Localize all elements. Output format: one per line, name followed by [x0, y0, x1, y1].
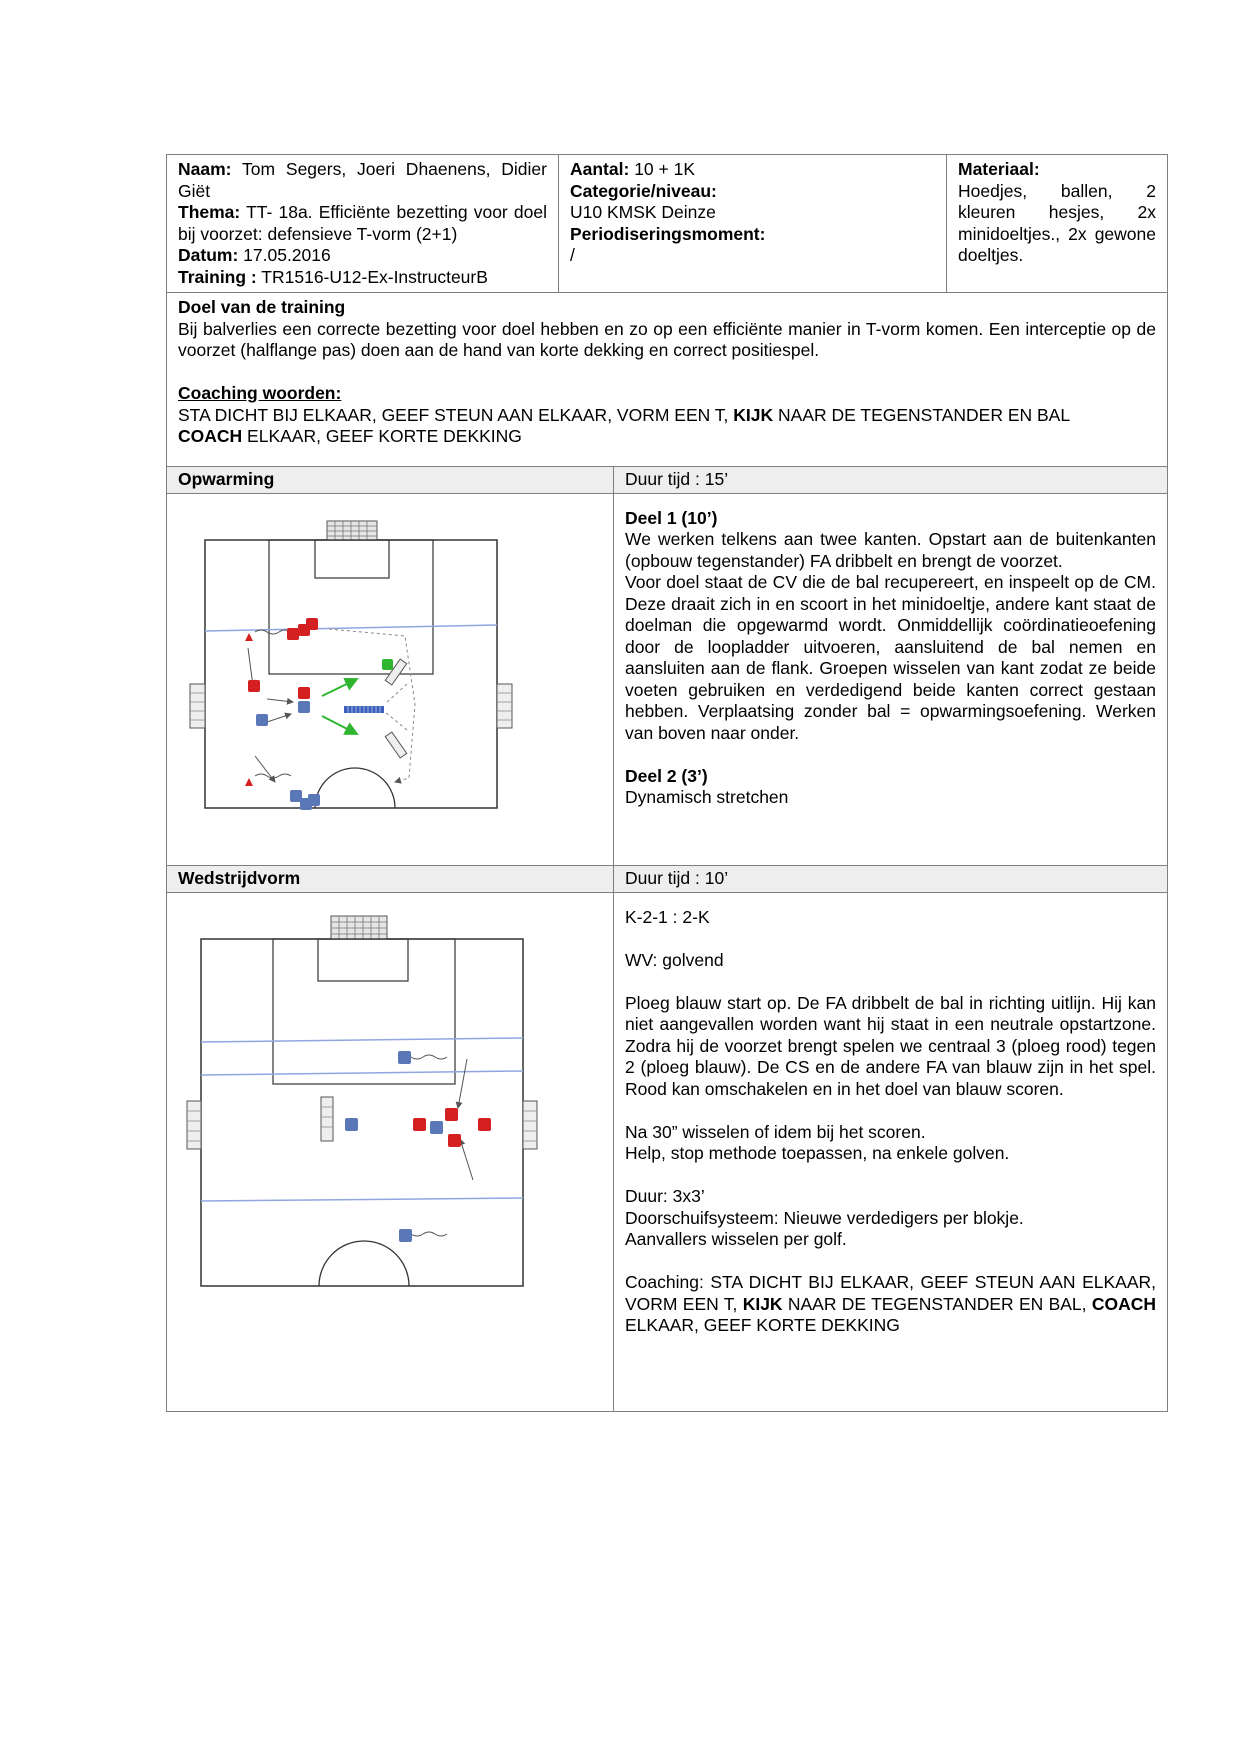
training-label: Training :: [178, 266, 257, 287]
opwarming-diagram-cell: [167, 493, 614, 866]
training-value: TR1516-U12-Ex-InstructeurB: [261, 266, 488, 287]
wedstrijd-duur: Duur tijd : 10’: [614, 866, 1168, 893]
datum-label: Datum:: [178, 245, 239, 265]
periode-value: /: [570, 245, 575, 265]
wedstrijd-diagram-cell: [167, 892, 614, 1412]
info-cell: [167, 155, 559, 293]
opwarming-title: Opwarming: [167, 467, 614, 494]
naam-label: Naam:: [178, 159, 232, 179]
doel-title: Doel van de training: [178, 297, 346, 317]
aantal-label: Aantal:: [570, 159, 630, 179]
doel-cell: [167, 293, 1168, 467]
deel1-p2: Voor doel staat de CV die de bal recupereert, en inspeelt op de CM. Deze draait zich in en scoort in het minidoeltje, andere kant staat de doelman die opgewarmd wordt. Onmiddellijk coördinatieoefening door de loopladder uitvoeren, aansluitend de bal nemen en aansluiten aan de flank. Groepen wisselen van kant zodat ze beide voeten gebruiken en verdedigend beide kanten correct gestaan hebben. Verplaatsing zonder bal = opwarmingsoefening. Werken van boven naar onder.: [625, 572, 1156, 743]
datum-value: 17.05.2016: [243, 245, 331, 265]
wedstrijd-p1: Ploeg blauw start op. De FA dribbelt de bal in richting uitlijn. Hij kan niet aangevallen worden want hij staat in een neutrale opstartzone. Zodra hij de voorzet brengt spelen we centraal 3 (ploeg rood) tegen 2 (ploeg blauw). De CS en de andere FA van blauw zijn in het spel. Rood kan omschakelen en in het doel van blauw scoren.: [625, 992, 1156, 1099]
red-players: [413, 1108, 491, 1147]
blue-players: [345, 1051, 443, 1242]
deel1-title: Deel 1 (10’): [625, 507, 718, 528]
materiaal-cell: [947, 155, 1168, 293]
deel1-p1: We werken telkens aan twee kanten. Opstart aan de buitenkanten (opbouw tegenstander) FA dribbelt en brengt de voorzet.: [625, 529, 1156, 571]
opwarming-pitch-diagram: [167, 494, 609, 860]
opwarming-duur: Duur tijd : 15’: [614, 467, 1168, 494]
coaching-title: Coaching woorden:: [178, 383, 342, 403]
wedstrijd-text-cell: [614, 892, 1168, 1412]
doel-text: Bij balverlies een correcte bezetting voor doel hebben en zo op een efficiënte manier in T-vorm komen. Een interceptie op de voorzet (halflange pas) doen aan de hand van korte dekking en correct positiespel.: [178, 318, 1156, 360]
materiaal-value: Hoedjes, ballen, 2 kleuren hesjes, 2x minidoeltjes., 2x gewone doeltjes.: [958, 180, 1156, 265]
wedstrijd-aanval: Aanvallers wisselen per golf.: [625, 1229, 847, 1249]
wv: WV: golvend: [625, 949, 724, 970]
aantal-cell: [559, 155, 947, 293]
wedstrijd-p2a: Na 30” wisselen of idem bij het scoren.: [625, 1121, 926, 1142]
wedstrijd-pitch-diagram: [167, 893, 609, 1406]
deel2-title: Deel 2 (3’): [625, 765, 708, 786]
categorie-value: U10 KMSK Deinze: [570, 202, 716, 222]
wedstrijd-p2b: Help, stop methode toepassen, na enkele golven.: [625, 1143, 1010, 1163]
wedstrijd-door: Doorschuifsysteem: Nieuwe verdedigers per blokje.: [625, 1207, 1024, 1228]
deel2-text: Dynamisch stretchen: [625, 787, 789, 807]
aantal-value: 10 + 1K: [634, 159, 696, 179]
blue-players: [256, 701, 320, 810]
formatie: K-2-1 : 2-K: [625, 906, 710, 927]
training-sheet: [166, 154, 1167, 1412]
opwarming-text-cell: [614, 493, 1168, 866]
categorie-label: Categorie/niveau:: [570, 180, 717, 201]
coaching-line-2: COACH ELKAAR, GEEF KORTE DEKKING: [178, 426, 522, 446]
periode-label: Periodiseringsmoment:: [570, 223, 766, 244]
training-table: [166, 154, 1168, 1412]
wedstrijd-title: Wedstrijdvorm: [167, 866, 614, 893]
naam-value: Tom Segers, Joeri Dhaenens, Didier Giët: [178, 159, 547, 201]
thema-label: Thema:: [178, 202, 241, 222]
coaching-line-1: STA DICHT BIJ ELKAAR, GEEF STEUN AAN ELKAAR, VORM EEN T, KIJK NAAR DE TEGENSTANDER EN BAL: [178, 404, 1071, 425]
wedstrijd-duur2: Duur: 3x3’: [625, 1186, 705, 1206]
thema-value: TT- 18a. Efficiënte bezetting voor doel bij voorzet: defensieve T-vorm (2+1): [178, 202, 547, 244]
materiaal-label: Materiaal:: [958, 159, 1040, 179]
wedstrijd-coaching: Coaching: STA DICHT BIJ ELKAAR, GEEF STEUN AAN ELKAAR, VORM EEN T, KIJK NAAR DE TEGENSTANDER EN BAL, COACH ELKAAR, GEEF KORTE DEKKING: [625, 1272, 1156, 1335]
